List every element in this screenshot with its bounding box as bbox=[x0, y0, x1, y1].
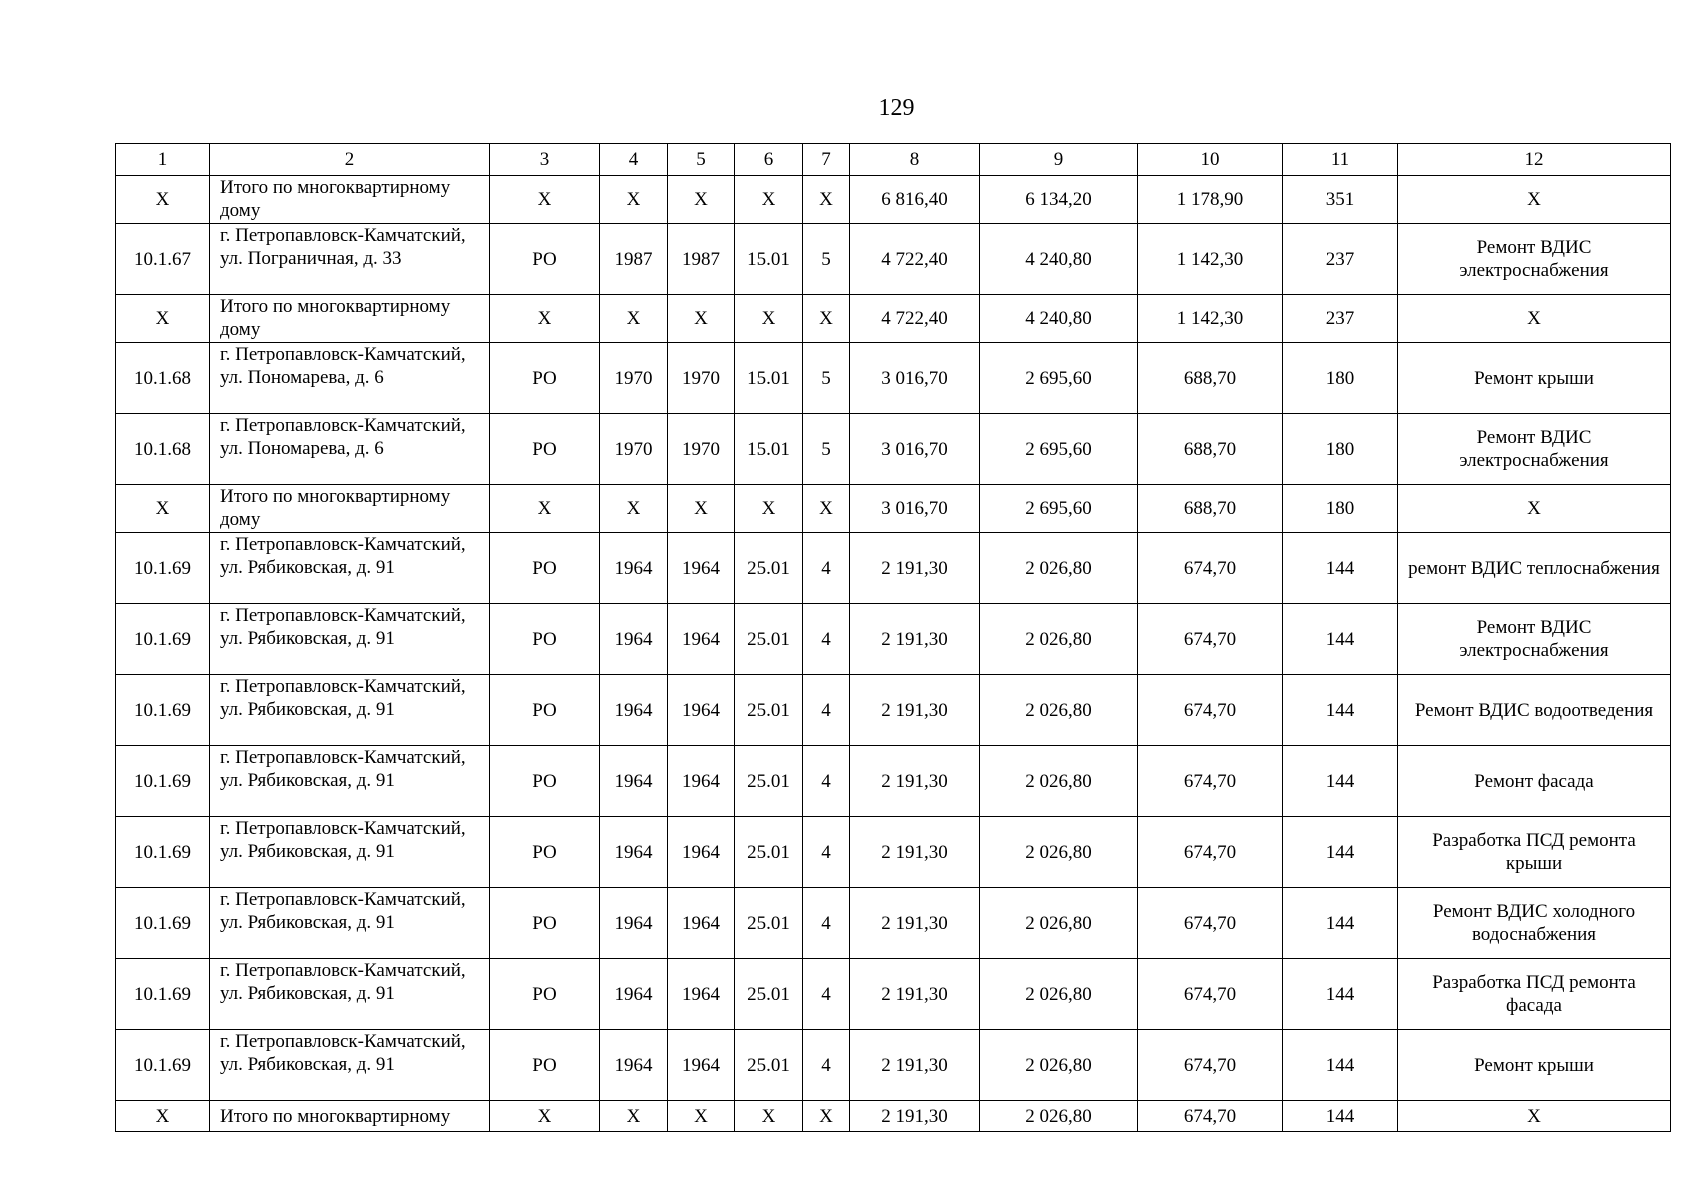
table-cell: 1 142,30 bbox=[1138, 295, 1283, 343]
table-cell: 1964 bbox=[668, 604, 735, 675]
table-cell: X bbox=[735, 176, 803, 224]
column-header: 10 bbox=[1138, 144, 1283, 176]
table-cell: 1964 bbox=[668, 746, 735, 817]
table-cell: 1964 bbox=[668, 888, 735, 959]
table-cell: 1970 bbox=[600, 414, 668, 485]
table-cell: Ремонт крыши bbox=[1398, 343, 1671, 414]
table-cell: Ремонт ВДИС электроснабжения bbox=[1398, 224, 1671, 295]
table-cell: 2 695,60 bbox=[980, 485, 1138, 533]
table-cell: X bbox=[735, 1101, 803, 1132]
column-header: 12 bbox=[1398, 144, 1671, 176]
table-cell: 1 142,30 bbox=[1138, 224, 1283, 295]
table-cell: 25.01 bbox=[735, 1030, 803, 1101]
table-cell: 10.1.69 bbox=[116, 675, 210, 746]
table-cell: Ремонт ВДИС водоотведения bbox=[1398, 675, 1671, 746]
table-cell: Ремонт крыши bbox=[1398, 1030, 1671, 1101]
table-cell: 2 695,60 bbox=[980, 343, 1138, 414]
table-cell: 10.1.68 bbox=[116, 343, 210, 414]
table-cell: 6 816,40 bbox=[850, 176, 980, 224]
table-cell: 2 191,30 bbox=[850, 888, 980, 959]
table-cell: 1964 bbox=[600, 533, 668, 604]
table-row bbox=[116, 959, 1671, 1030]
table-cell: 10.1.69 bbox=[116, 817, 210, 888]
table-cell: 674,70 bbox=[1138, 959, 1283, 1030]
table-cell: 25.01 bbox=[735, 746, 803, 817]
table-cell: 2 026,80 bbox=[980, 959, 1138, 1030]
table-cell: г. Петропавловск-Камчатский, ул. Рябиковская, д. 91 bbox=[210, 604, 490, 675]
table-cell: 10.1.68 bbox=[116, 414, 210, 485]
table-cell: 25.01 bbox=[735, 675, 803, 746]
table-cell: X bbox=[600, 295, 668, 343]
table-cell: 1964 bbox=[600, 959, 668, 1030]
table-cell: 6 134,20 bbox=[980, 176, 1138, 224]
column-header: 5 bbox=[668, 144, 735, 176]
table-row bbox=[116, 746, 1671, 817]
table-cell: 1987 bbox=[600, 224, 668, 295]
table-cell: РО bbox=[490, 817, 600, 888]
table-cell: X bbox=[600, 485, 668, 533]
table-cell: 144 bbox=[1283, 675, 1398, 746]
table-cell: 674,70 bbox=[1138, 817, 1283, 888]
table-cell: 3 016,70 bbox=[850, 485, 980, 533]
table-cell: 5 bbox=[803, 343, 850, 414]
table-row bbox=[116, 817, 1671, 888]
table-cell: 2 191,30 bbox=[850, 604, 980, 675]
table-cell: X bbox=[600, 1101, 668, 1132]
table-cell: 15.01 bbox=[735, 343, 803, 414]
table-cell: 25.01 bbox=[735, 959, 803, 1030]
table-cell: 2 026,80 bbox=[980, 817, 1138, 888]
table-cell: 180 bbox=[1283, 414, 1398, 485]
table-cell: г. Петропавловск-Камчатский, ул. Пономарева, д. 6 bbox=[210, 343, 490, 414]
table-cell: 144 bbox=[1283, 604, 1398, 675]
table-cell: X bbox=[490, 1101, 600, 1132]
table-cell: 5 bbox=[803, 224, 850, 295]
table-cell: 1970 bbox=[600, 343, 668, 414]
table-cell: 5 bbox=[803, 414, 850, 485]
table-cell: г. Петропавловск-Камчатский, ул. Рябиковская, д. 91 bbox=[210, 533, 490, 604]
table-row bbox=[116, 414, 1671, 485]
table-cell: г. Петропавловск-Камчатский, ул. Рябиковская, д. 91 bbox=[210, 675, 490, 746]
table-cell: X bbox=[490, 485, 600, 533]
table-cell: г. Петропавловск-Камчатский, ул. Рябиковская, д. 91 bbox=[210, 959, 490, 1030]
table-cell: 144 bbox=[1283, 959, 1398, 1030]
table-cell: 2 026,80 bbox=[980, 746, 1138, 817]
table-cell: Итого по многоквартирному bbox=[210, 1101, 490, 1132]
table-cell: X bbox=[803, 1101, 850, 1132]
table-cell: г. Петропавловск-Камчатский, ул. Пограничная, д. 33 bbox=[210, 224, 490, 295]
table-cell: 10.1.69 bbox=[116, 746, 210, 817]
table-cell: 1964 bbox=[600, 888, 668, 959]
table-cell: X bbox=[735, 295, 803, 343]
table-cell: X bbox=[490, 295, 600, 343]
table-cell: X bbox=[803, 176, 850, 224]
table-cell: Ремонт ВДИС электроснабжения bbox=[1398, 414, 1671, 485]
table-row bbox=[116, 533, 1671, 604]
table-cell: РО bbox=[490, 224, 600, 295]
table-cell: 4 bbox=[803, 675, 850, 746]
table-cell: 10.1.67 bbox=[116, 224, 210, 295]
column-header: 8 bbox=[850, 144, 980, 176]
table-cell: г. Петропавловск-Камчатский, ул. Рябиковская, д. 91 bbox=[210, 746, 490, 817]
column-header: 3 bbox=[490, 144, 600, 176]
table-cell: 2 191,30 bbox=[850, 817, 980, 888]
table-cell: 10.1.69 bbox=[116, 1030, 210, 1101]
table-cell: г. Петропавловск-Камчатский, ул. Рябиковская, д. 91 bbox=[210, 1030, 490, 1101]
table-cell: X bbox=[735, 485, 803, 533]
table-cell: X bbox=[668, 176, 735, 224]
table-cell: 1987 bbox=[668, 224, 735, 295]
table-cell: 237 bbox=[1283, 224, 1398, 295]
table-cell: 688,70 bbox=[1138, 414, 1283, 485]
table-cell: 351 bbox=[1283, 176, 1398, 224]
table-cell: 1 178,90 bbox=[1138, 176, 1283, 224]
table-cell: РО bbox=[490, 888, 600, 959]
column-header: 4 bbox=[600, 144, 668, 176]
table-cell: 674,70 bbox=[1138, 533, 1283, 604]
table-cell: РО bbox=[490, 746, 600, 817]
table-cell: 1964 bbox=[668, 817, 735, 888]
table-cell: 1964 bbox=[600, 604, 668, 675]
column-header: 9 bbox=[980, 144, 1138, 176]
table-cell: 10.1.69 bbox=[116, 888, 210, 959]
table-cell: ремонт ВДИС теплоснабжения bbox=[1398, 533, 1671, 604]
table-header-row bbox=[116, 144, 1671, 176]
table-cell: 2 026,80 bbox=[980, 1030, 1138, 1101]
table-cell: 10.1.69 bbox=[116, 533, 210, 604]
table-cell: 1964 bbox=[600, 746, 668, 817]
table-cell: X bbox=[803, 295, 850, 343]
column-header: 1 bbox=[116, 144, 210, 176]
table-row bbox=[116, 675, 1671, 746]
table-row bbox=[116, 1101, 1671, 1132]
table-cell: г. Петропавловск-Камчатский, ул. Рябиковская, д. 91 bbox=[210, 817, 490, 888]
table-cell: 180 bbox=[1283, 485, 1398, 533]
table-cell: 144 bbox=[1283, 1101, 1398, 1132]
table-cell: 1964 bbox=[600, 675, 668, 746]
table-cell: X bbox=[490, 176, 600, 224]
table-cell: РО bbox=[490, 959, 600, 1030]
table-cell: 10.1.69 bbox=[116, 959, 210, 1030]
table-cell: X bbox=[803, 485, 850, 533]
table-row bbox=[116, 888, 1671, 959]
page-number: 129 bbox=[878, 95, 915, 121]
table-cell: X bbox=[1398, 485, 1671, 533]
table-cell: X bbox=[600, 176, 668, 224]
table-cell: 1964 bbox=[668, 675, 735, 746]
table-cell: 25.01 bbox=[735, 604, 803, 675]
table-cell: г. Петропавловск-Камчатский, ул. Рябиковская, д. 91 bbox=[210, 888, 490, 959]
table-cell: Итого по многоквартирному дому bbox=[210, 295, 490, 343]
table-cell: X bbox=[668, 295, 735, 343]
table-cell: 674,70 bbox=[1138, 888, 1283, 959]
table-cell: Итого по многоквартирному дому bbox=[210, 485, 490, 533]
table-cell: 4 bbox=[803, 533, 850, 604]
table-cell: г. Петропавловск-Камчатский, ул. Пономарева, д. 6 bbox=[210, 414, 490, 485]
table-cell: 144 bbox=[1283, 888, 1398, 959]
column-header: 11 bbox=[1283, 144, 1398, 176]
table-cell: X bbox=[668, 1101, 735, 1132]
table-cell: 1964 bbox=[668, 1030, 735, 1101]
table-cell: 2 026,80 bbox=[980, 533, 1138, 604]
table-cell: 3 016,70 bbox=[850, 343, 980, 414]
table-cell: 2 695,60 bbox=[980, 414, 1138, 485]
table-cell: Разработка ПСД ремонта фасада bbox=[1398, 959, 1671, 1030]
table-cell: 2 191,30 bbox=[850, 1101, 980, 1132]
table-cell: X bbox=[1398, 295, 1671, 343]
table-cell: Ремонт ВДИС электроснабжения bbox=[1398, 604, 1671, 675]
table-cell: 674,70 bbox=[1138, 604, 1283, 675]
table-row bbox=[116, 485, 1671, 533]
table-cell: Ремонт фасада bbox=[1398, 746, 1671, 817]
table-cell: РО bbox=[490, 533, 600, 604]
table-cell: Разработка ПСД ремонта крыши bbox=[1398, 817, 1671, 888]
table-cell: 4 722,40 bbox=[850, 295, 980, 343]
table-cell: 180 bbox=[1283, 343, 1398, 414]
table-cell: 4 bbox=[803, 1030, 850, 1101]
table-cell: 1970 bbox=[668, 343, 735, 414]
table-cell: 144 bbox=[1283, 817, 1398, 888]
table-cell: 2 026,80 bbox=[980, 888, 1138, 959]
column-header: 6 bbox=[735, 144, 803, 176]
table-cell: 15.01 bbox=[735, 224, 803, 295]
table-cell: 25.01 bbox=[735, 817, 803, 888]
table-cell: 25.01 bbox=[735, 888, 803, 959]
table-cell: 4 bbox=[803, 746, 850, 817]
table-cell: 688,70 bbox=[1138, 343, 1283, 414]
table-cell: РО bbox=[490, 675, 600, 746]
table-cell: 4 240,80 bbox=[980, 295, 1138, 343]
table-cell: 4 bbox=[803, 604, 850, 675]
table-cell: 1964 bbox=[668, 959, 735, 1030]
table-cell: 15.01 bbox=[735, 414, 803, 485]
table-cell: 1964 bbox=[668, 533, 735, 604]
table-row bbox=[116, 1030, 1671, 1101]
table-cell: X bbox=[116, 485, 210, 533]
table-cell: РО bbox=[490, 604, 600, 675]
table-cell: 674,70 bbox=[1138, 1030, 1283, 1101]
table-cell: 2 191,30 bbox=[850, 675, 980, 746]
data-table bbox=[115, 143, 1671, 1132]
table-cell: РО bbox=[490, 414, 600, 485]
table-cell: 674,70 bbox=[1138, 746, 1283, 817]
table-cell: 25.01 bbox=[735, 533, 803, 604]
column-header: 7 bbox=[803, 144, 850, 176]
table-cell: X bbox=[1398, 176, 1671, 224]
table-row bbox=[116, 343, 1671, 414]
table-cell: 4 bbox=[803, 817, 850, 888]
table-cell: X bbox=[1398, 1101, 1671, 1132]
table-cell: 4 722,40 bbox=[850, 224, 980, 295]
table-row bbox=[116, 176, 1671, 224]
table-cell: 237 bbox=[1283, 295, 1398, 343]
table-cell: X bbox=[116, 176, 210, 224]
table-cell: 4 bbox=[803, 959, 850, 1030]
table-cell: 674,70 bbox=[1138, 675, 1283, 746]
table-row bbox=[116, 224, 1671, 295]
table-cell: 688,70 bbox=[1138, 485, 1283, 533]
table-cell: 3 016,70 bbox=[850, 414, 980, 485]
table-cell: 2 191,30 bbox=[850, 533, 980, 604]
table-cell: X bbox=[116, 295, 210, 343]
table-cell: 674,70 bbox=[1138, 1101, 1283, 1132]
table-row bbox=[116, 295, 1671, 343]
table-cell: 2 191,30 bbox=[850, 959, 980, 1030]
table-cell: Итого по многоквартирному дому bbox=[210, 176, 490, 224]
table-cell: Ремонт ВДИС холодного водоснабжения bbox=[1398, 888, 1671, 959]
table-cell: X bbox=[116, 1101, 210, 1132]
table-cell: 1964 bbox=[600, 817, 668, 888]
table-cell: РО bbox=[490, 343, 600, 414]
table-cell: 2 191,30 bbox=[850, 1030, 980, 1101]
table-cell: 1964 bbox=[600, 1030, 668, 1101]
table-cell: 2 026,80 bbox=[980, 604, 1138, 675]
table-cell: X bbox=[668, 485, 735, 533]
table-cell: 2 026,80 bbox=[980, 1101, 1138, 1132]
table-row bbox=[116, 604, 1671, 675]
table-cell: 10.1.69 bbox=[116, 604, 210, 675]
table-cell: 144 bbox=[1283, 1030, 1398, 1101]
table-cell: 144 bbox=[1283, 746, 1398, 817]
table-cell: 2 026,80 bbox=[980, 675, 1138, 746]
table-cell: 1970 bbox=[668, 414, 735, 485]
table-cell: 4 240,80 bbox=[980, 224, 1138, 295]
table-cell: 144 bbox=[1283, 533, 1398, 604]
table-cell: 4 bbox=[803, 888, 850, 959]
table-cell: РО bbox=[490, 1030, 600, 1101]
table-cell: 2 191,30 bbox=[850, 746, 980, 817]
column-header: 2 bbox=[210, 144, 490, 176]
